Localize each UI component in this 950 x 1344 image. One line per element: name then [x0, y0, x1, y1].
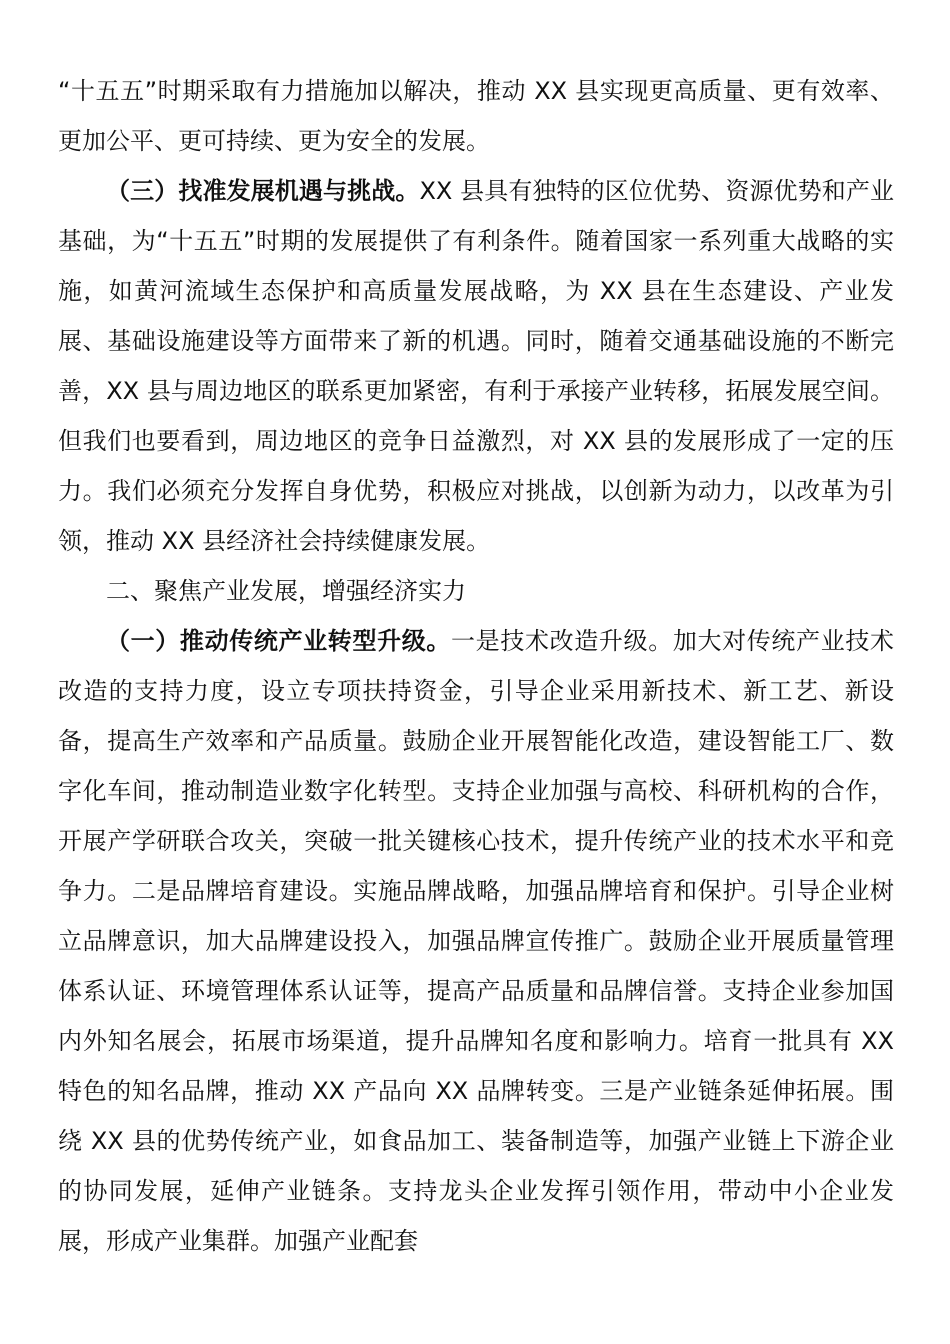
- paragraph-traditional-industry: [58, 616, 894, 1266]
- paragraph-continuation: “十五五”时期采取有力措施加以解决，推动 XX 县实现更高质量、更有效率、更加公平、更可持续、更为安全的发展。: [58, 77, 894, 155]
- paragraph-opportunities: [58, 166, 894, 566]
- section-heading-industry: 二、聚焦产业发展，增强经济实力: [106, 577, 466, 605]
- section-lead-opportunities: （三）找准发展机遇与挑战。: [106, 177, 420, 205]
- paragraph-traditional-industry-body: 一是技术改造升级。加大对传统产业技术改造的支持力度，设立专项扶持资金，引导企业采用新技术、新工艺、新设备，提高生产效率和产品质量。鼓励企业开展智能化改造，建设智能工厂、数字化车间，推动制造业数字化转型。支持企业加强与高校、科研机构的合作，开展产学研联合攻关，突破一批关键核心技术，提升传统产业的技术水平和竞争力。二是品牌培育建设。实施品牌战略，加强品牌培育和保护。引导企业树立品牌意识，加大品牌建设投入，加强品牌宣传推广。鼓励企业开展质量管理体系认证、环境管理体系认证等，提高产品质量和品牌信誉。支持企业参加国内外知名展会，拓展市场渠道，提升品牌知名度和影响力。培育一批具有 XX 特色的知名品牌，推动 XX 产品向 XX 品牌转变。三是产业链条延伸拓展。围绕 XX 县的优势传统产业，如食品加工、装备制造等，加强产业链上下游企业的协同发展，延伸产业链条。支持龙头企业发挥引领作用，带动中小企业发展，形成产业集群。加强产业配套: [58, 627, 894, 1255]
- paragraph-opportunities-body: XX 县具有独特的区位优势、资源优势和产业基础，为“十五五”时期的发展提供了有利条件。随着国家一系列重大战略的实施，如黄河流域生态保护和高质量发展战略，为 XX 县在生态建设、产业发展、基础设施建设等方面带来了新的机遇。同时，随着交通基础设施的不断完善，XX 县与周边地区的联系更加紧密，有利于承接产业转移，拓展发展空间。但我们也要看到，周边地区的竞争日益激烈，对 XX 县的发展形成了一定的压力。我们必须充分发挥自身优势，积极应对挑战，以创新为动力，以改革为引领，推动 XX 县经济社会持续健康发展。: [58, 177, 895, 555]
- section-lead-traditional-industry: （一）推动传统产业转型升级。: [106, 627, 452, 655]
- document-body: [58, 66, 894, 1266]
